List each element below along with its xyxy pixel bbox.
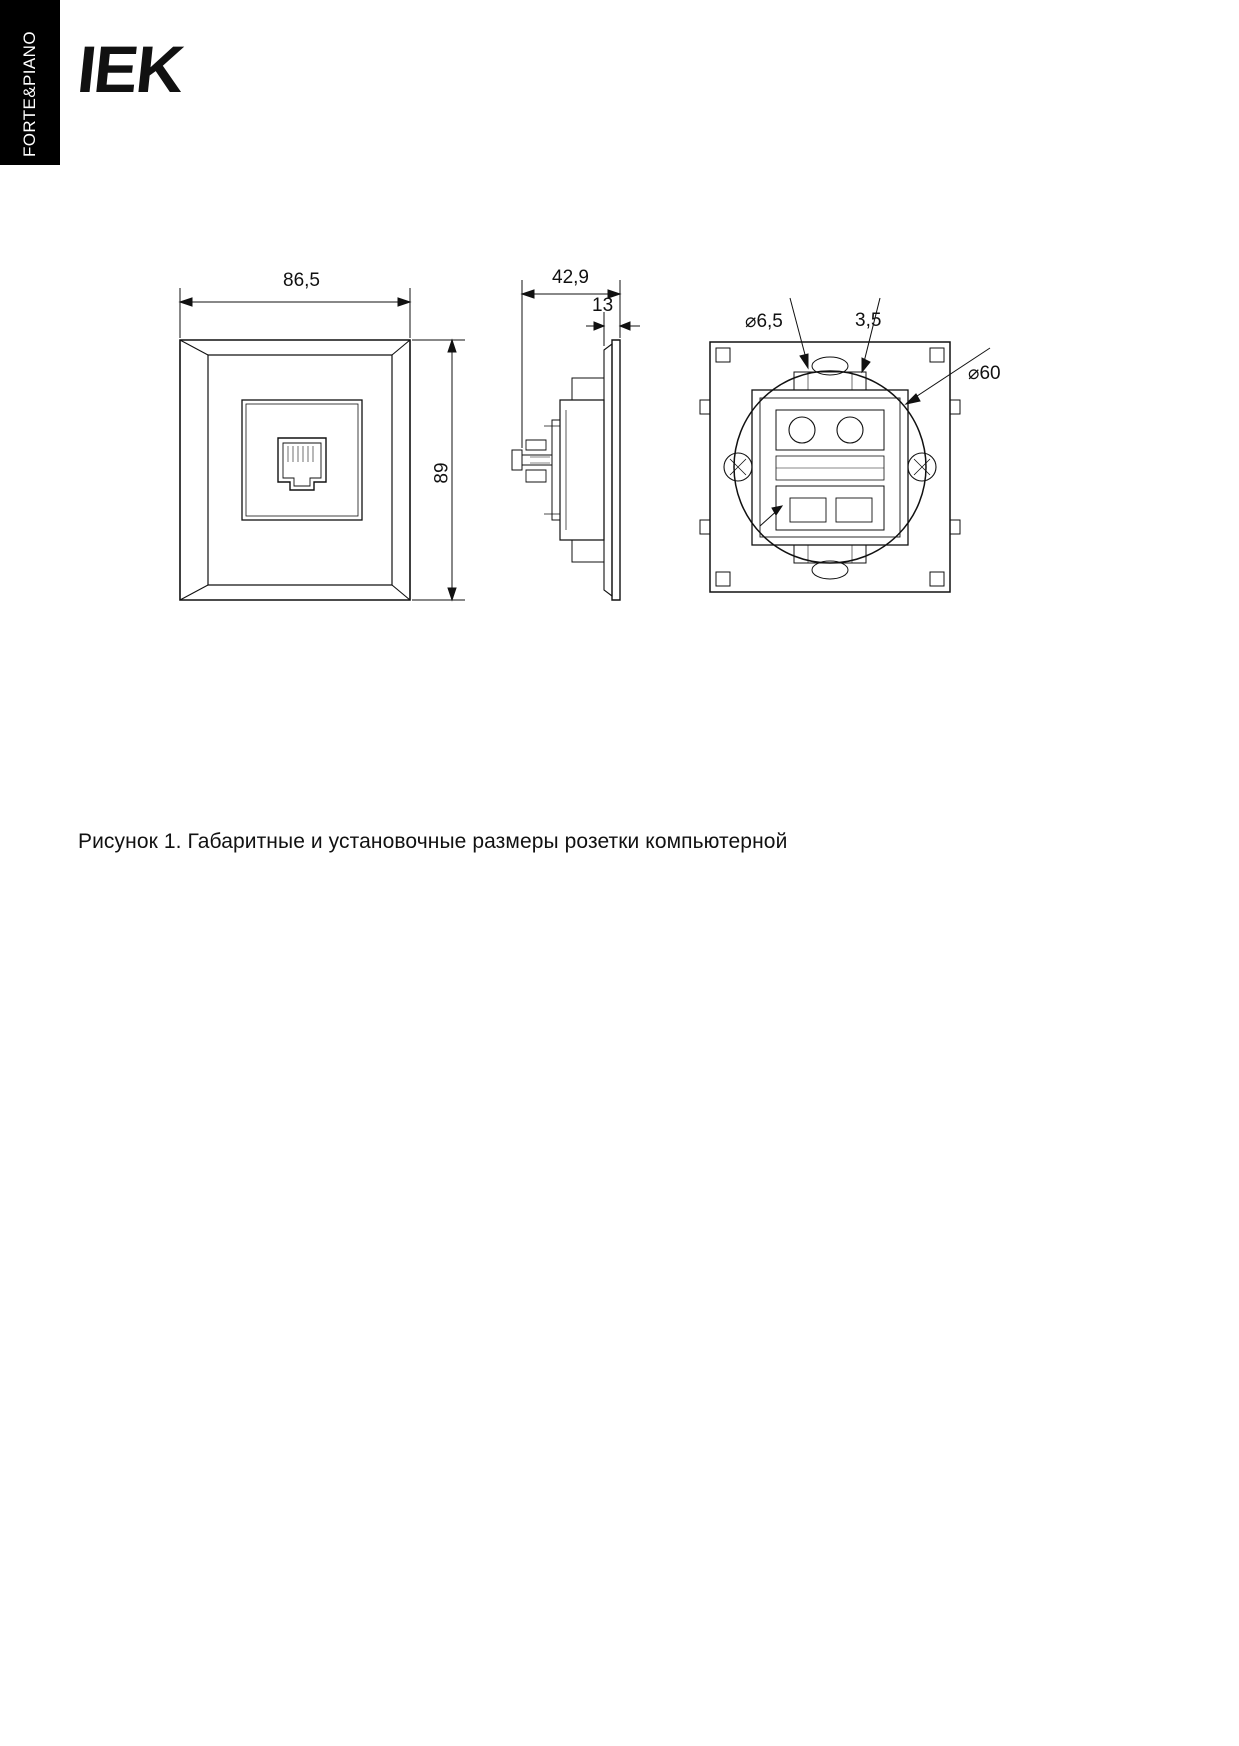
brand-vertical-label: FORTE&PIANO bbox=[20, 31, 39, 157]
dim-back-plate-thickness: 3,5 bbox=[855, 310, 882, 331]
side-view-drawing bbox=[500, 250, 660, 650]
dim-side-depth: 42,9 bbox=[552, 267, 589, 288]
technical-drawing bbox=[0, 250, 1239, 650]
dim-front-width: 86,5 bbox=[283, 270, 320, 291]
front-view-drawing bbox=[160, 250, 490, 650]
iek-logo-text: IEK bbox=[74, 32, 186, 106]
dim-back-box-diameter: ⌀60 bbox=[968, 363, 1001, 384]
dim-back-hole-diameter: ⌀6,5 bbox=[745, 311, 783, 332]
iek-logo bbox=[74, 32, 186, 106]
dim-front-height: 89 bbox=[431, 462, 453, 484]
brand-block bbox=[0, 0, 60, 165]
dim-side-frame-thickness: 13 bbox=[592, 295, 614, 316]
figure-caption: Рисунок 1. Габаритные и установочные размеры розетки компьютерной bbox=[78, 830, 788, 853]
